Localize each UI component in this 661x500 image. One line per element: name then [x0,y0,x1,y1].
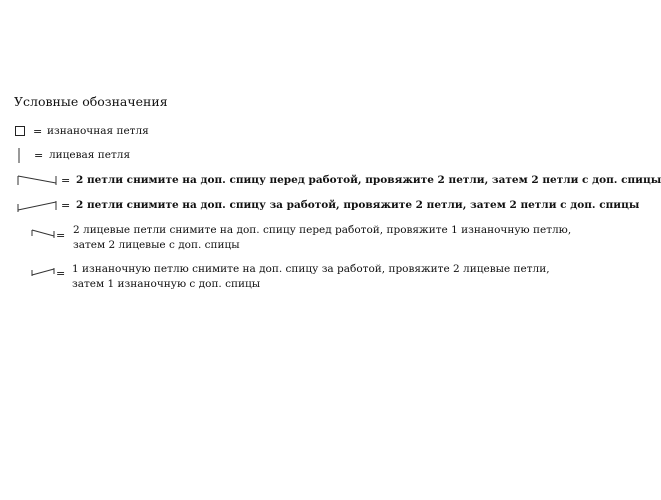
legend-item-purl [0,122,600,142]
legend-item-cross-3-front [0,222,600,258]
equals-sign: = [61,174,71,187]
legend-title: Условные обозначения [14,94,168,109]
legend-item-text-line-2: затем 1 изнаночную с доп. спицы [72,278,261,290]
legend-item-text-line-1: 1 изнаночную петлю снимите на доп. спицу за работой, провяжите 2 лицевые петли, [72,263,550,275]
legend-item-text: 2 петли снимите на доп. спицу за работой, провяжите 2 петли, затем 2 петли с доп. спицы [76,199,640,211]
legend-item-cross-4-front [0,171,661,191]
legend-item-text-line-1: 2 лицевые петли снимите на доп. спицу перед работой, провяжите 1 изнаночную петлю, [73,224,572,236]
legend-item-cross-4-back [0,196,640,216]
equals-sign: = [56,229,66,242]
legend-item-knit [0,146,600,166]
equals-sign: = [61,199,71,212]
equals-sign: = [56,267,66,280]
legend-item-text: 2 петли снимите на доп. спицу перед работой, провяжите 2 петли, затем 2 петли с доп. спицы [76,174,661,186]
equals-sign: = [33,125,43,138]
legend-item-text-line-2: затем 2 лицевые с доп. спицы [73,239,240,251]
legend-item-cross-3-back [0,260,600,296]
cable-cross-3-right-icon [30,226,58,242]
empty-square-icon [15,126,25,136]
cable-cross-left-icon [16,198,60,214]
legend-item-text: лицевая петля [49,149,131,161]
equals-sign: = [34,149,44,162]
cable-cross-3-left-icon [30,264,58,280]
vertical-line-icon [15,146,25,164]
cable-cross-right-icon [16,173,60,189]
legend-item-text: изнаночная петля [47,125,149,137]
